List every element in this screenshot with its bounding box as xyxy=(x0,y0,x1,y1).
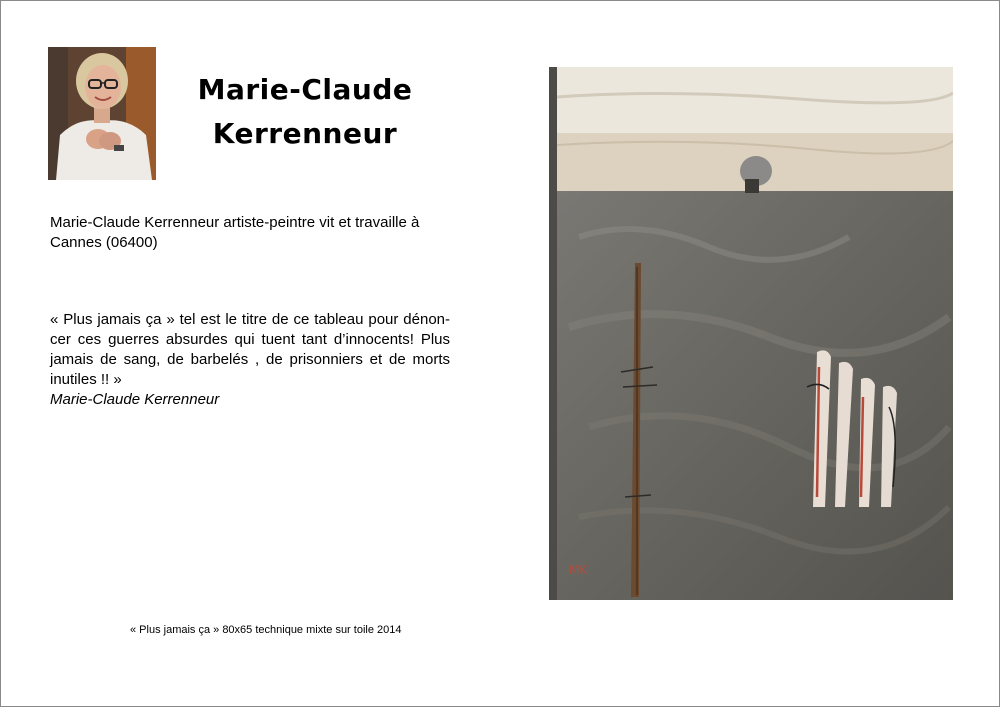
quote-text: « Plus jamais ça » tel est le titre de ce tableau pour dénon-cer ces guerres absurdes qui tuent tant d’innocents! Plus jamais de sang, de barbelés , de prisonniers et de morts inutiles !! » xyxy=(50,311,450,388)
artist-portrait xyxy=(48,47,156,180)
artist-name-line2: Kerrenneur xyxy=(212,117,398,150)
artwork-image xyxy=(549,67,953,600)
artwork-caption: « Plus jamais ça » 80x65 technique mixte sur toile 2014 xyxy=(130,624,402,636)
quote-author: Marie-Claude Kerrenneur xyxy=(50,391,220,408)
artwork-signature: MK xyxy=(569,563,588,577)
artist-name xyxy=(190,68,420,156)
artist-bio: Marie-Claude Kerrenneur artiste-peintre vit et travaille à Cannes (06400) xyxy=(50,214,420,251)
quote-block xyxy=(50,310,450,410)
artist-name-line1: Marie-Claude xyxy=(197,73,413,106)
